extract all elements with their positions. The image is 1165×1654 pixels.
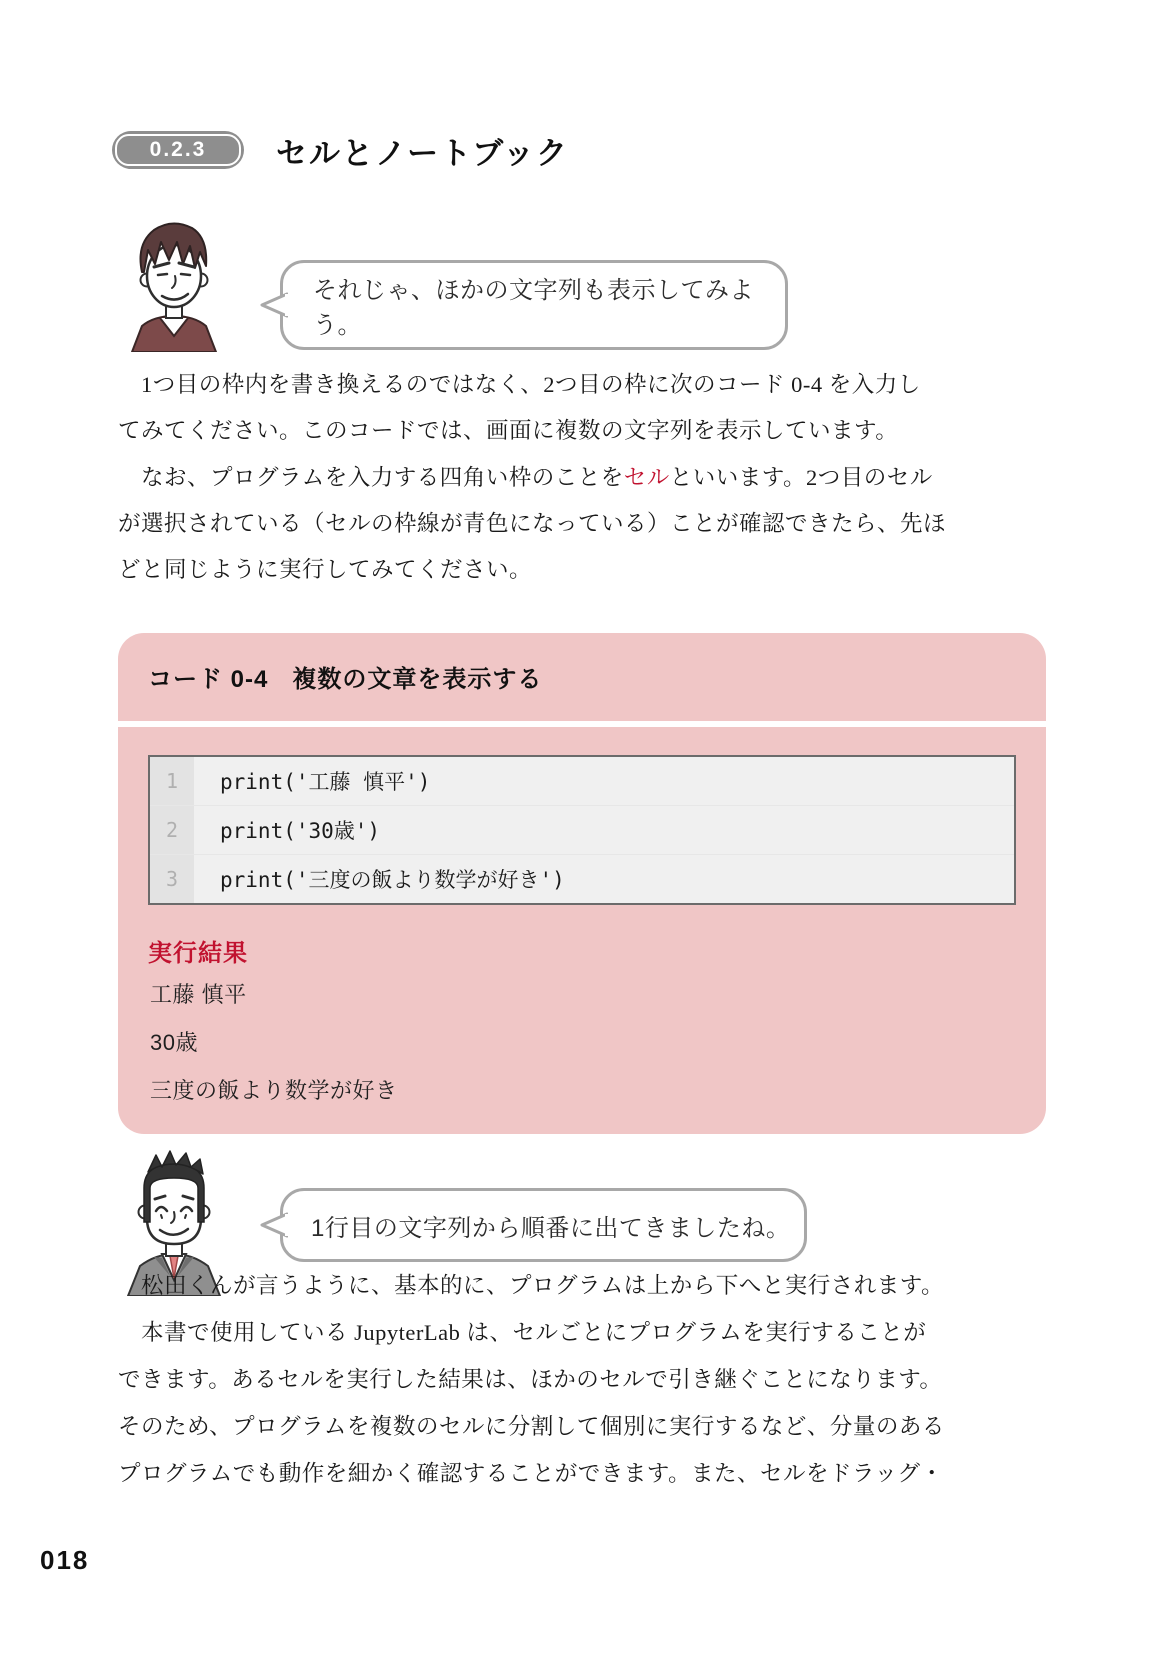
paragraph-2-line-1-post: といいます。2つ目のセル	[669, 465, 933, 490]
paragraph-2-line-1-pre: なお、プログラムを入力する四角い枠のことを	[118, 465, 624, 490]
code-title: 複数の文章を表示する	[292, 666, 543, 693]
line-number: 1	[150, 757, 194, 805]
line-number: 2	[150, 806, 194, 854]
speech-text-matsuda: それじゃ、ほかの文字列も表示してみよう。	[313, 277, 754, 339]
code-line	[150, 757, 1014, 806]
speech-bubble-matsuda	[280, 260, 788, 350]
speech-bubble-sensei	[280, 1188, 807, 1262]
code-panel	[118, 633, 1046, 1134]
paragraph-3-line-1: 松田くんが言うように、基本的に、プログラムは上から下へと実行されます。	[118, 1273, 944, 1298]
paragraph-2-line-2: が選択されている（セルの枠線が青色になっている）ことが確認できたら、先ほ	[118, 511, 947, 536]
speech-bubble-tail-icon	[258, 1210, 288, 1240]
result-line-3: 三度の飯より数学が好き	[150, 1078, 398, 1103]
panel-divider	[118, 721, 1046, 727]
result-line-2: 30歳	[150, 1030, 198, 1055]
code-text: print('三度の飯より数学が好き')	[220, 868, 565, 892]
code-line	[150, 806, 1014, 855]
code-line	[150, 855, 1014, 903]
section-title: セルとノートブック	[276, 136, 569, 171]
paragraph-2	[118, 455, 946, 593]
result-label: 実行結果	[148, 940, 248, 967]
keyword-cell: セル	[623, 465, 670, 490]
matsuda-avatar-icon	[112, 214, 236, 352]
paragraph-3-line-2: 本書で使用している JupyterLab は、セルごとにプログラムを実行することが	[118, 1320, 927, 1345]
paragraph-1-line-2: てみてください。このコードでは、画面に複数の文字列を表示しています。	[118, 418, 899, 443]
section-number-badge	[112, 131, 244, 169]
code-label: コード 0-4	[148, 666, 269, 693]
matsuda-avatar	[112, 214, 236, 352]
paragraph-3	[118, 1262, 945, 1497]
section-number: 0.2.3	[115, 134, 241, 166]
paragraph-1	[118, 362, 921, 454]
code-editor	[148, 755, 1016, 905]
paragraph-1-line-1: 1つ目の枠内を書き換えるのではなく、2つ目の枠に次のコード 0-4 を入力し	[118, 372, 921, 397]
line-number: 3	[150, 855, 194, 903]
paragraph-2-line-3: どと同じように実行してみてください。	[118, 557, 533, 582]
speech-bubble-tail-icon	[258, 290, 288, 320]
result-line-1: 工藤 慎平	[150, 982, 247, 1007]
code-caption	[148, 659, 542, 694]
paragraph-3-line-5: プログラムでも動作を細かく確認することができます。また、セルをドラッグ・	[118, 1461, 944, 1486]
speech-text-sensei: 1行目の文字列から順番に出てきましたね。	[311, 1214, 791, 1242]
code-text: print('30歳')	[220, 819, 381, 843]
code-text: print('工藤 慎平')	[220, 770, 431, 794]
page-number: 018	[40, 1545, 90, 1575]
paragraph-3-line-3: できます。あるセルを実行した結果は、ほかのセルで引き継ぐことになります。	[118, 1367, 943, 1392]
paragraph-3-line-4: そのため、プログラムを複数のセルに分割して個別に実行するなど、分量のある	[118, 1414, 945, 1439]
paragraph-2-line-1	[118, 455, 946, 501]
